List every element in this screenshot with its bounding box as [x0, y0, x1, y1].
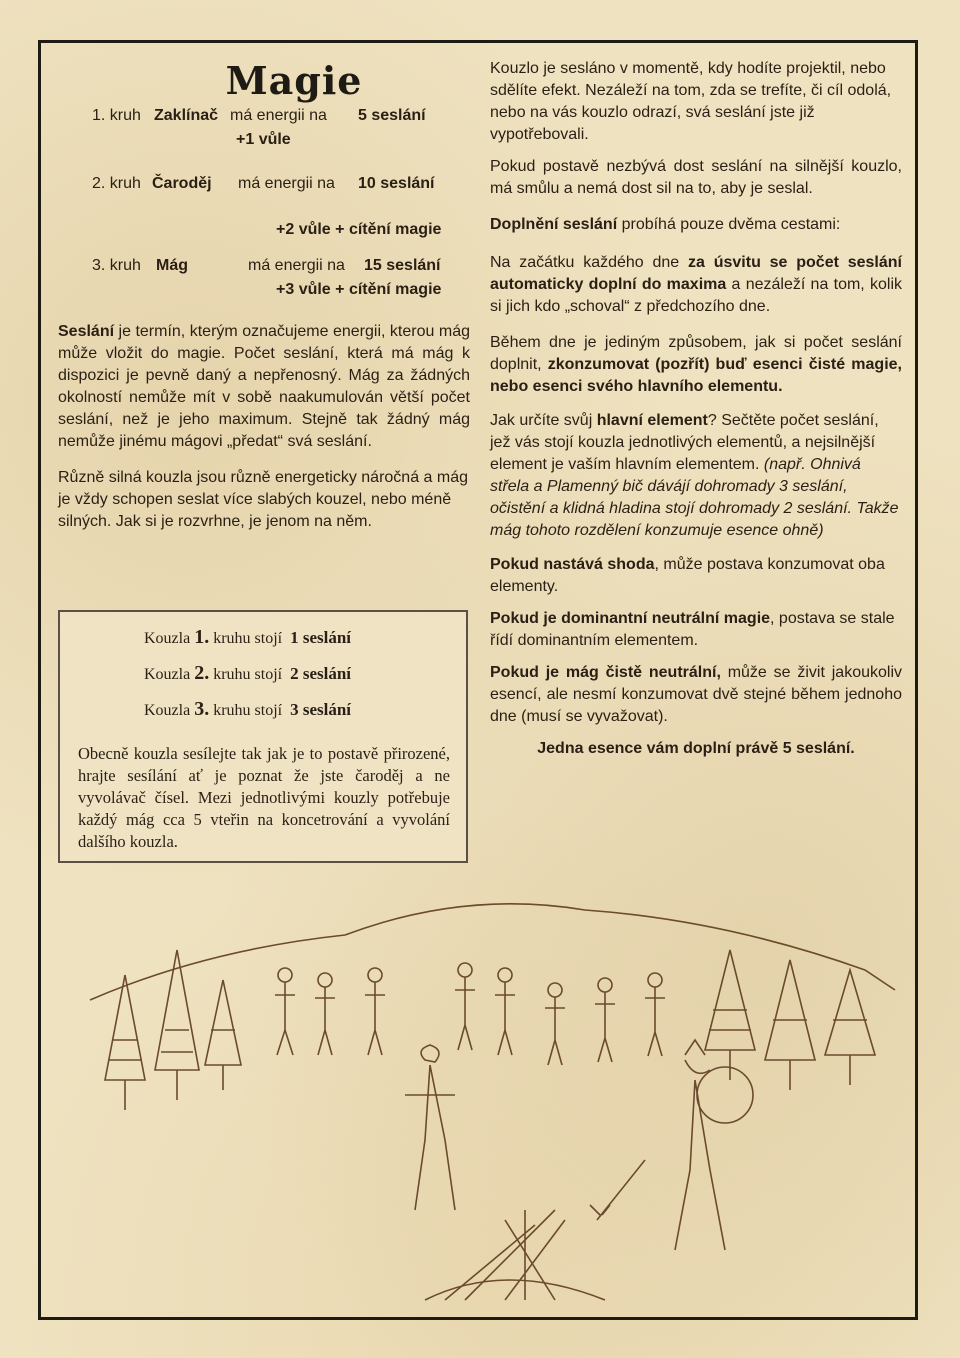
row-mid: kruhu stojí — [213, 666, 283, 683]
left-column — [58, 58, 470, 533]
text-part: Během dne je jediným způsobem, jak si počet seslání doplnit, — [490, 334, 902, 373]
paragraph-essence-value: Jedna esence vám doplní právě 5 seslání. — [537, 740, 855, 757]
circle-label: 2. kruh — [92, 175, 141, 192]
circle-1-row — [58, 107, 470, 131]
cat-with-pitchfork-figure — [590, 1040, 753, 1250]
text-part: Na začátku každého dne — [490, 254, 689, 271]
text-part: může se živit jakoukoliv esencí, ale nesmí konzumovat dvě stejné během jednoho dne (musí se vyvažovat). — [490, 664, 902, 725]
circle-bonus: +1 vůle — [236, 131, 291, 148]
text-bold: Pokud nastává shoda — [490, 556, 655, 573]
circle-energy: má energii na — [238, 175, 335, 192]
circle-energy: má energii na — [230, 107, 327, 124]
spell-cost-box — [58, 610, 468, 863]
row-cost: 1 seslání — [290, 628, 352, 647]
tree-icon — [705, 950, 875, 1090]
circle-bonus: +3 vůle + cítění magie — [276, 281, 442, 298]
circle-name: Čaroděj — [152, 175, 212, 192]
row-cost: 2 seslání — [290, 664, 352, 683]
text-part: ? Sečtěte počet seslání, jež vás stojí kouzla jednotlivých elementů, a nejsilnější element je vaším hlavním elementem. — [490, 412, 879, 473]
circle-3-bonus — [58, 281, 470, 305]
paragraph-pure-neutral — [490, 662, 902, 728]
paragraph-during-day — [490, 332, 902, 398]
circle-2-bonus — [58, 221, 470, 245]
spell-box-text: Obecně kouzla sesílejte tak jak je to postavě přirozené, hrajte sesílání ať je poznat že jste čaroděj a ne vyvolávač čísel. Mezi jednotlivými kouzly potřebuje každý mág cca 5 vteřin na koncetrování a vyvolání dalšího kouzla. — [78, 744, 450, 851]
circle-name: Mág — [156, 257, 188, 274]
circle-amount: 15 seslání — [364, 257, 441, 274]
circle-bonus: +2 vůle + cítění magie — [276, 221, 442, 238]
text-bold: Pokud je mág čistě neutrální, — [490, 664, 721, 681]
term-seslani: Seslání — [58, 323, 115, 340]
paragraph-main-element — [490, 410, 902, 542]
text-bold: Pokud je dominantní neutrální magie — [490, 610, 771, 627]
row-number: 3. — [194, 698, 210, 720]
tree-icon — [105, 950, 241, 1110]
paragraph-tie — [490, 554, 902, 598]
paragraph-seslani — [58, 321, 470, 453]
circle-2-row — [58, 175, 470, 199]
circle-label: 1. kruh — [92, 107, 141, 124]
row-number: 1. — [194, 626, 210, 648]
paragraph-not-enough: Pokud postavě nezbývá dost seslání na silnější kouzlo, má smůlu a nemá dost sil na to, aby je seslal. — [490, 158, 902, 197]
paragraph-cast-moment: Kouzlo je sesláno v momentě, kdy hodíte projektil, nebo sdělíte efekt. Nezáleží na tom, zda se trefíte, či cíl odolá, nebo na vás kouzlo odrazí, svá seslání jste již vypotřebovali. — [490, 60, 892, 143]
circle-amount: 10 seslání — [358, 175, 435, 192]
row-mid: kruhu stojí — [213, 702, 283, 719]
row-number: 2. — [194, 662, 210, 684]
text-part: , postava se stale řídí dominantním elementem. — [490, 610, 895, 649]
row-cost: 3 seslání — [290, 700, 352, 719]
row-prefix: Kouzla — [144, 630, 191, 647]
paragraph-dawn — [490, 252, 902, 318]
paragraph-replenish-heading — [490, 214, 902, 236]
right-column — [490, 58, 902, 760]
text-part: Jak určíte svůj — [490, 412, 597, 429]
row-prefix: Kouzla — [144, 666, 191, 683]
row-prefix: Kouzla — [144, 702, 191, 719]
spell-cost-row — [144, 662, 351, 685]
circle-label: 3. kruh — [92, 257, 141, 274]
paragraph-text: je termín, kterým označujeme energii, kterou mág může vložit do magie. Počet seslání, která má mág k dispozici je pevně daný a nepřenosný. Mág za žádných okolností nemůže mít v sobě naakumulován větší počet seslání, než je jeho maximum. Stejně tak žádný mág nemůže jinému mágovi „předat“ svá seslání. — [58, 323, 470, 450]
circle-1-bonus — [58, 131, 470, 155]
page-title: Magie — [225, 58, 363, 103]
paragraph-dominant-neutral — [490, 608, 902, 652]
illustration-gathering — [85, 880, 900, 1310]
text-part: , může postava konzumovat oba elementy. — [490, 556, 885, 595]
row-mid: kruhu stojí — [213, 630, 283, 647]
spell-cost-row — [144, 626, 351, 649]
bonfire — [425, 1210, 605, 1300]
replenish-term: Doplnění seslání — [490, 216, 618, 233]
circle-amount: 5 seslání — [358, 107, 426, 124]
paragraph-kouzla: Různě silná kouzla jsou různě energeticky náročná a mág je vždy schopen seslat více slabých kouzel, nebo méně silných. Jak si je rozvrhne, je jenom na něm. — [58, 469, 469, 530]
text-italic: (např. Ohnivá střela a Plamenný bič dávájí dohromady 3 seslání, očistění a klidná hladina stojí dohromady 2 seslání. Takže mág tohoto rozdělení konzumuje esence ohně) — [490, 456, 899, 539]
spell-cost-row — [144, 698, 351, 721]
text-bold: hlavní element — [596, 412, 708, 429]
hill-outline — [90, 904, 895, 1000]
text-bold: za úsvitu se počet seslání automaticky doplní do maxima — [490, 254, 902, 293]
circle-name: Zaklínač — [154, 107, 219, 124]
crowd-figures — [275, 963, 665, 1065]
text-part: a nezáleží na tom, kolik si jich kdo „schoval“ z předchozího dne. — [490, 276, 903, 315]
circle-3-row — [58, 257, 470, 281]
text-bold: zkonzumovat (pozřít) buď esenci čisté magie, nebo esenci svého hlavního elementu. — [490, 356, 902, 395]
circle-energy: má energii na — [248, 257, 345, 274]
cat-warrior-figure — [405, 1045, 455, 1210]
replenish-rest: probíhá pouze dvěma cestami: — [617, 216, 841, 233]
